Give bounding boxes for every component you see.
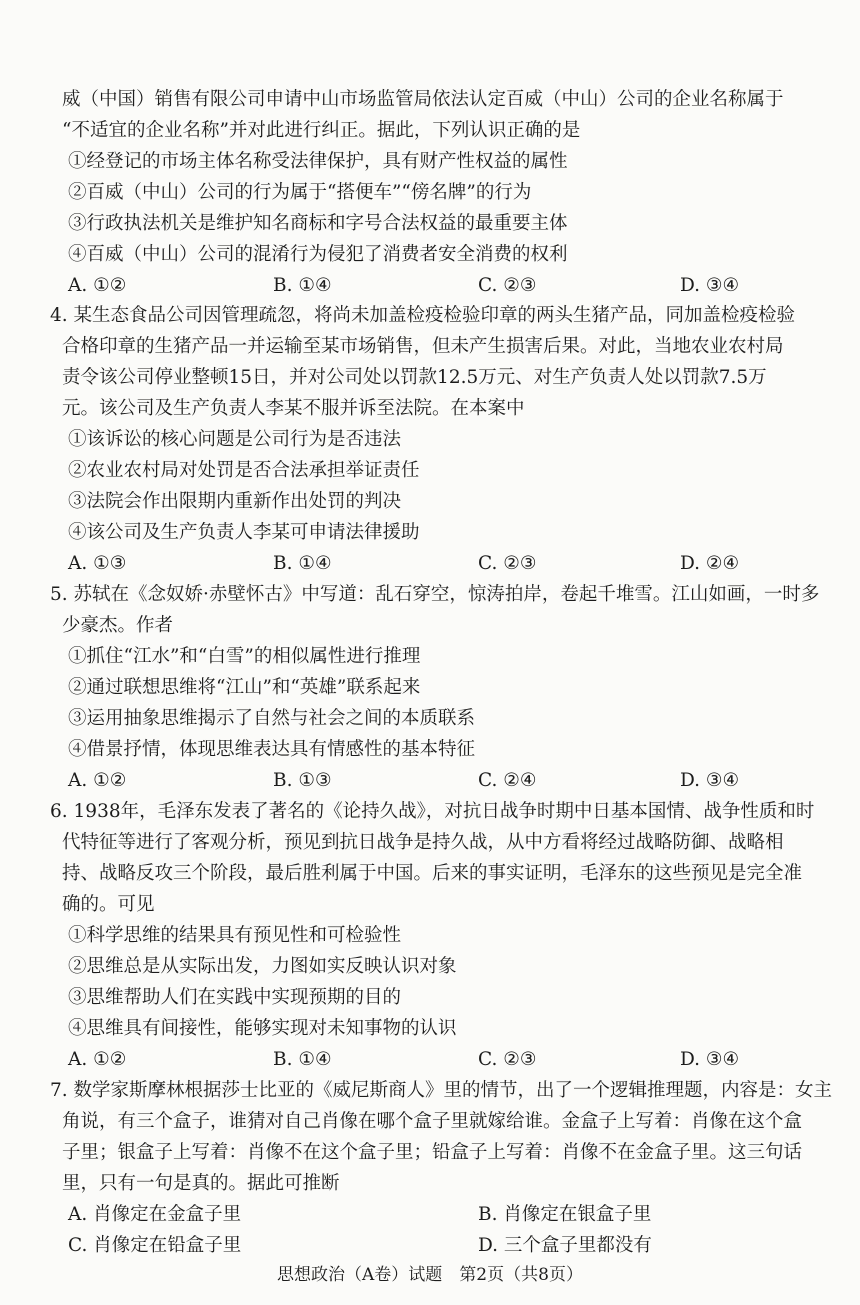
page-footer: 思想政治（A卷）试题 第2页（共8页） <box>277 1265 583 1285</box>
q6-option-d: D. ③④ <box>680 1049 740 1070</box>
q4-stem-line-1: 4. 某生态食品公司因管理疏忽，将尚未加盖检疫检验印章的两头生猪产品，同加盖检疫检验 <box>50 305 796 326</box>
q7-option-a: A. 肖像定在金盒子里 <box>68 1204 242 1225</box>
q6-item-2: ②思维总是从实际出发，力图如实反映认识对象 <box>68 956 457 977</box>
q6-option-a: A. ①② <box>68 1049 127 1070</box>
q4-option-d: D. ②④ <box>680 553 740 574</box>
q7-option-c: C. 肖像定在铅盒子里 <box>68 1235 242 1256</box>
q6-stem-line-2: 代特征等进行了客观分析，预见到抗日战争是持久战，从中方看将经过战略防御、战略相 <box>62 832 784 853</box>
q3-stem-line-2: “不适宜的企业名称”并对此进行纠正。据此，下列认识正确的是 <box>62 120 581 141</box>
q7-stem-line-2: 角说，有三个盒子，谁猜对自己肖像在哪个盒子里就嫁给谁。金盒子上写着：肖像在这个盒 <box>62 1111 803 1132</box>
q5-item-3: ③运用抽象思维揭示了自然与社会之间的本质联系 <box>68 708 476 729</box>
q5-item-1: ①抓住“江水”和“白雪”的相似属性进行推理 <box>68 646 421 667</box>
q7-option-d: D. 三个盒子里都没有 <box>478 1235 652 1256</box>
q4-item-4: ④该公司及生产负责人李某可申请法律援助 <box>68 522 420 543</box>
q5-option-b: B. ①③ <box>273 770 332 791</box>
q3-options <box>68 274 828 298</box>
q4-option-b: B. ①④ <box>273 553 332 574</box>
q3-stem-line-1: 威（中国）销售有限公司申请中山市场监管局依法认定百威（中山）公司的企业名称属于 <box>62 89 784 110</box>
q4-stem-line-4: 元。该公司及生产负责人李某不服并诉至法院。在本案中 <box>62 398 525 419</box>
q6-item-4: ④思维具有间接性，能够实现对未知事物的认识 <box>68 1018 457 1039</box>
q3-option-a: A. ①② <box>68 275 127 296</box>
q6-stem-line-3: 持、战略反攻三个阶段，最后胜利属于中国。后来的事实证明，毛泽东的这些预见是完全准 <box>62 863 803 884</box>
q5-item-4: ④借景抒情，体现思维表达具有情感性的基本特征 <box>68 739 476 760</box>
q7-option-b: B. 肖像定在银盒子里 <box>478 1204 652 1225</box>
q4-item-1: ①该诉讼的核心问题是公司行为是否违法 <box>68 429 402 450</box>
q6-stem-line-1: 6. 1938年，毛泽东发表了著名的《论持久战》，对抗日战争时期中日基本国情、战争性质和时 <box>50 801 815 822</box>
q5-stem-line-1: 5. 苏轼在《念奴娇·赤壁怀古》中写道：乱石穿空，惊涛拍岸，卷起千堆雪。江山如画，一时多 <box>50 584 820 605</box>
q5-option-d: D. ③④ <box>680 770 740 791</box>
q5-item-2: ②通过联想思维将“江山”和“英雄”联系起来 <box>68 677 421 698</box>
q6-item-3: ③思维帮助人们在实践中实现预期的目的 <box>68 987 402 1008</box>
q3-option-b: B. ①④ <box>273 275 332 296</box>
q7-stem-line-4: 里，只有一句是真的。据此可推断 <box>62 1173 340 1194</box>
q4-stem-line-2: 合格印章的生猪产品一并运输至某市场销售，但未产生损害后果。对此，当地农业农村局 <box>62 336 784 357</box>
q4-item-2: ②农业农村局对处罚是否合法承担举证责任 <box>68 460 420 481</box>
q4-stem-line-3: 责令该公司停业整顿15日，并对公司处以罚款12.5万元、对生产负责人处以罚款7.5万 <box>62 367 767 388</box>
q3-item-2: ②百威（中山）公司的行为属于“搭便车”“傍名牌”的行为 <box>68 182 532 203</box>
q6-item-1: ①科学思维的结果具有预见性和可检验性 <box>68 925 402 946</box>
q3-option-c: C. ②③ <box>478 275 537 296</box>
q3-item-3: ③行政执法机关是维护知名商标和字号合法权益的最重要主体 <box>68 213 568 234</box>
q5-option-c: C. ②④ <box>478 770 537 791</box>
q5-option-a: A. ①② <box>68 770 127 791</box>
q6-stem-line-4: 确的。可见 <box>62 894 155 915</box>
q4-option-c: C. ②③ <box>478 553 537 574</box>
q4-options <box>68 552 828 576</box>
q6-options <box>68 1048 828 1072</box>
q7-options-row-2 <box>68 1234 828 1258</box>
q3-item-4: ④百威（中山）公司的混淆行为侵犯了消费者安全消费的权利 <box>68 244 568 265</box>
q5-options <box>68 769 828 793</box>
q7-stem-line-1: 7. 数学家斯摩林根据莎士比亚的《威尼斯商人》里的情节，出了一个逻辑推理题，内容是：女主 <box>50 1080 833 1101</box>
q6-option-b: B. ①④ <box>273 1049 332 1070</box>
q3-option-d: D. ③④ <box>680 275 740 296</box>
q7-options-row-1 <box>68 1203 828 1227</box>
q6-option-c: C. ②③ <box>478 1049 537 1070</box>
q3-item-1: ①经登记的市场主体名称受法律保护，具有财产性权益的属性 <box>68 151 568 172</box>
q5-stem-line-2: 少豪杰。作者 <box>62 615 174 636</box>
q4-item-3: ③法院会作出限期内重新作出处罚的判决 <box>68 491 402 512</box>
q7-stem-line-3: 子里；银盒子上写着：肖像不在这个盒子里；铅盒子上写着：肖像不在金盒子里。这三句话 <box>62 1142 803 1163</box>
q4-option-a: A. ①③ <box>68 553 127 574</box>
